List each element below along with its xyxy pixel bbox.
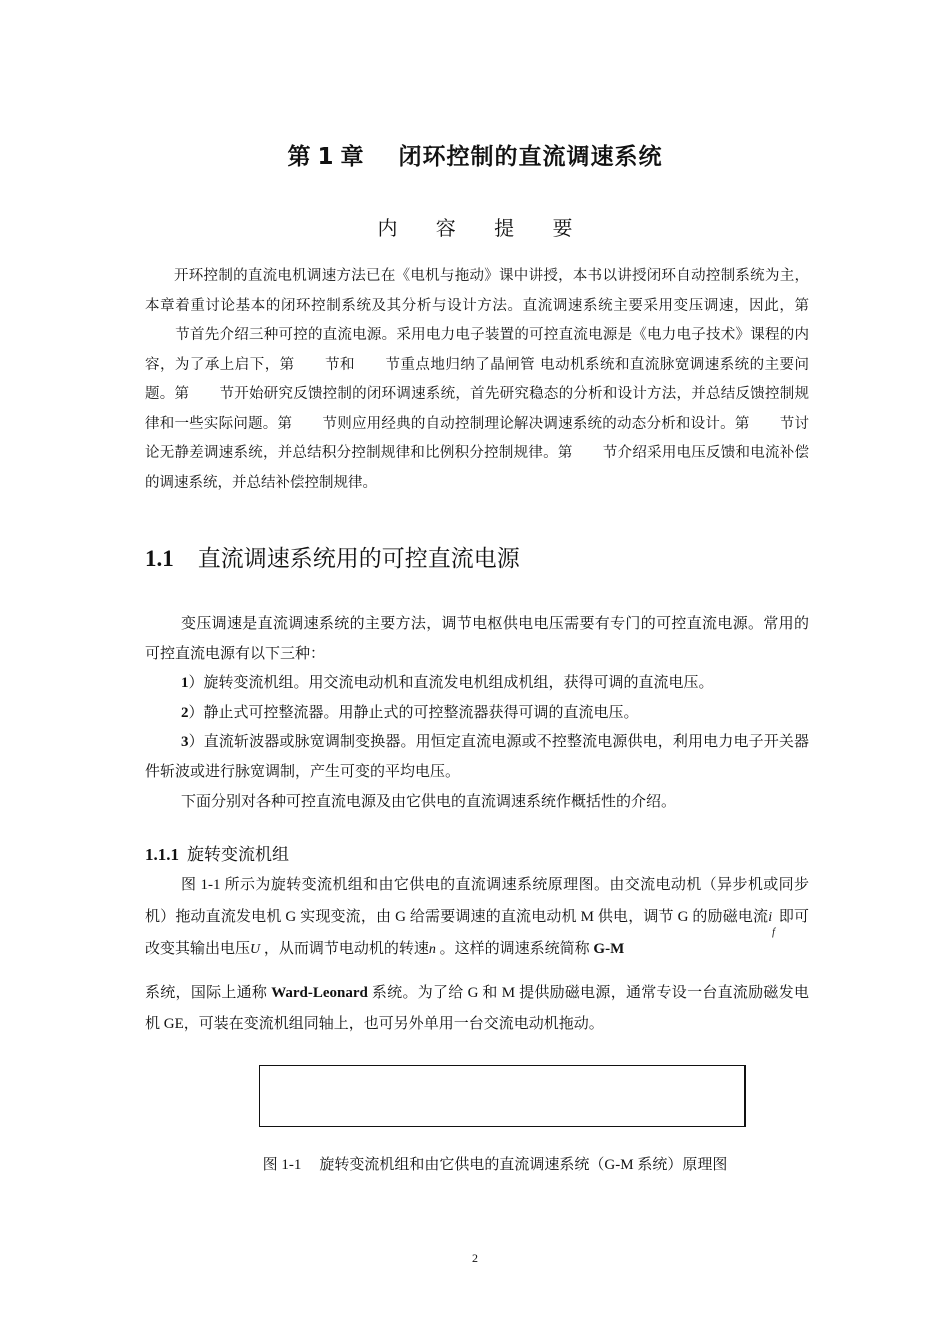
subsection-title: 旋转变流机组 <box>187 845 289 864</box>
section-intro <box>145 610 809 817</box>
chapter-prefix: 第 <box>287 144 312 170</box>
var-i-subscript: f <box>772 926 775 938</box>
figure-number: 图 1-1 <box>262 1157 302 1173</box>
chapter-title <box>0 138 950 171</box>
var-n: n <box>428 942 436 957</box>
chapter-number: 1 <box>317 144 335 170</box>
subsection-number: 1.1.1 <box>145 845 179 864</box>
bold-ward-leonard: Ward-Leonard <box>271 984 368 1001</box>
subsection-heading <box>145 840 289 865</box>
figure-placeholder <box>259 1065 746 1127</box>
figure-caption-text: 旋转变流机组和由它供电的直流调速系统（G-M 系统）原理图 <box>319 1157 728 1173</box>
section-number: 1.1 <box>145 546 174 571</box>
summary-heading: 内 容 提 要 <box>377 216 589 240</box>
list-item: 3）直流斩波器或脉宽调制变换器。用恒定直流电源或不控整流电源供电，利用电力电子开关器件斩波或进行脉宽调制，产生可变的平均电压。 <box>145 734 809 780</box>
section-title: 直流调速系统用的可控直流电源 <box>197 546 520 572</box>
subsection-paragraph: 图 1-1 所示为旋转变流机组和由它供电的直流调速系统原理图。由交流电动机（异步机或同步机）拖动直流发电机 G 实现变流，由 G 给需要调速的直流电动机 M 供电，调节 G 的励磁电流$i_f$ 即可改变其输出电压U ，从而调节电动机的转速n 。这样的调速系统简称 G-M 系统，国际上通称 Ward-Leonard 系统。为了给 G 和 M 提供励磁电源，通常专设一台直流励磁发电机 GE，可装在变流机组同轴上，也可另外单用一台交流电动机拖动。 <box>145 877 809 1032</box>
chapter-title-text: 闭环控制的直流调速系统 <box>398 144 663 170</box>
bold-gm: G-M <box>593 941 625 957</box>
summary-text: 开环控制的直流电机调速方法已在《电机与拖动》课中讲授，本书以讲授闭环自动控制系统为主，本章着重讨论基本的闭环控制系统及其分析与设计方法。直流调速系统主要采用变压调速，因此，第节首先介绍三种可控的直流电源。采用电力电子装置的可控直流电源是《电力电子技术》课程的内容，为了承上启下，第 节和 节重点地归纳了晶闸管 电动机系统和直流脉宽调速系统的主要问题。第 节开始研究反馈控制的闭环调速系统，首先研究稳态的分析和设计方法，并总结反馈控制规律和一些实际问题。第 节则应用经典的自动控制理论解决调速系统的动态分析和设计。第 节讨论无静差调速系统，并总结积分控制规律和比例积分控制规律。第 节介绍采用电压反馈和电流补偿的调速系统，并总结补偿控制规律。 <box>145 268 810 491</box>
chapter-suffix: 章 <box>340 144 365 170</box>
summary-paragraph <box>145 262 809 498</box>
var-i: i <box>768 909 773 925</box>
var-u: U <box>250 942 261 957</box>
intro-closing-paragraph: 下面分别对各种可控直流电源及由它供电的直流调速系统作概括性的介绍。 <box>181 793 677 810</box>
page-number: 2 <box>472 1251 478 1265</box>
list-item: 1）旋转变流机组。用交流电动机和直流发电机组成机组，获得可调的直流电压。 <box>181 675 714 692</box>
section-heading <box>145 540 520 573</box>
list-item: 2）静止式可控整流器。用静止式的可控整流器获得可调的直流电压。 <box>181 704 639 721</box>
figure-caption <box>0 1153 950 1174</box>
intro-paragraph: 变压调速是直流调速系统的主要方法，调节电枢供电电压需要有专门的可控直流电源。常用的可控直流电源有以下三种： <box>145 616 809 662</box>
